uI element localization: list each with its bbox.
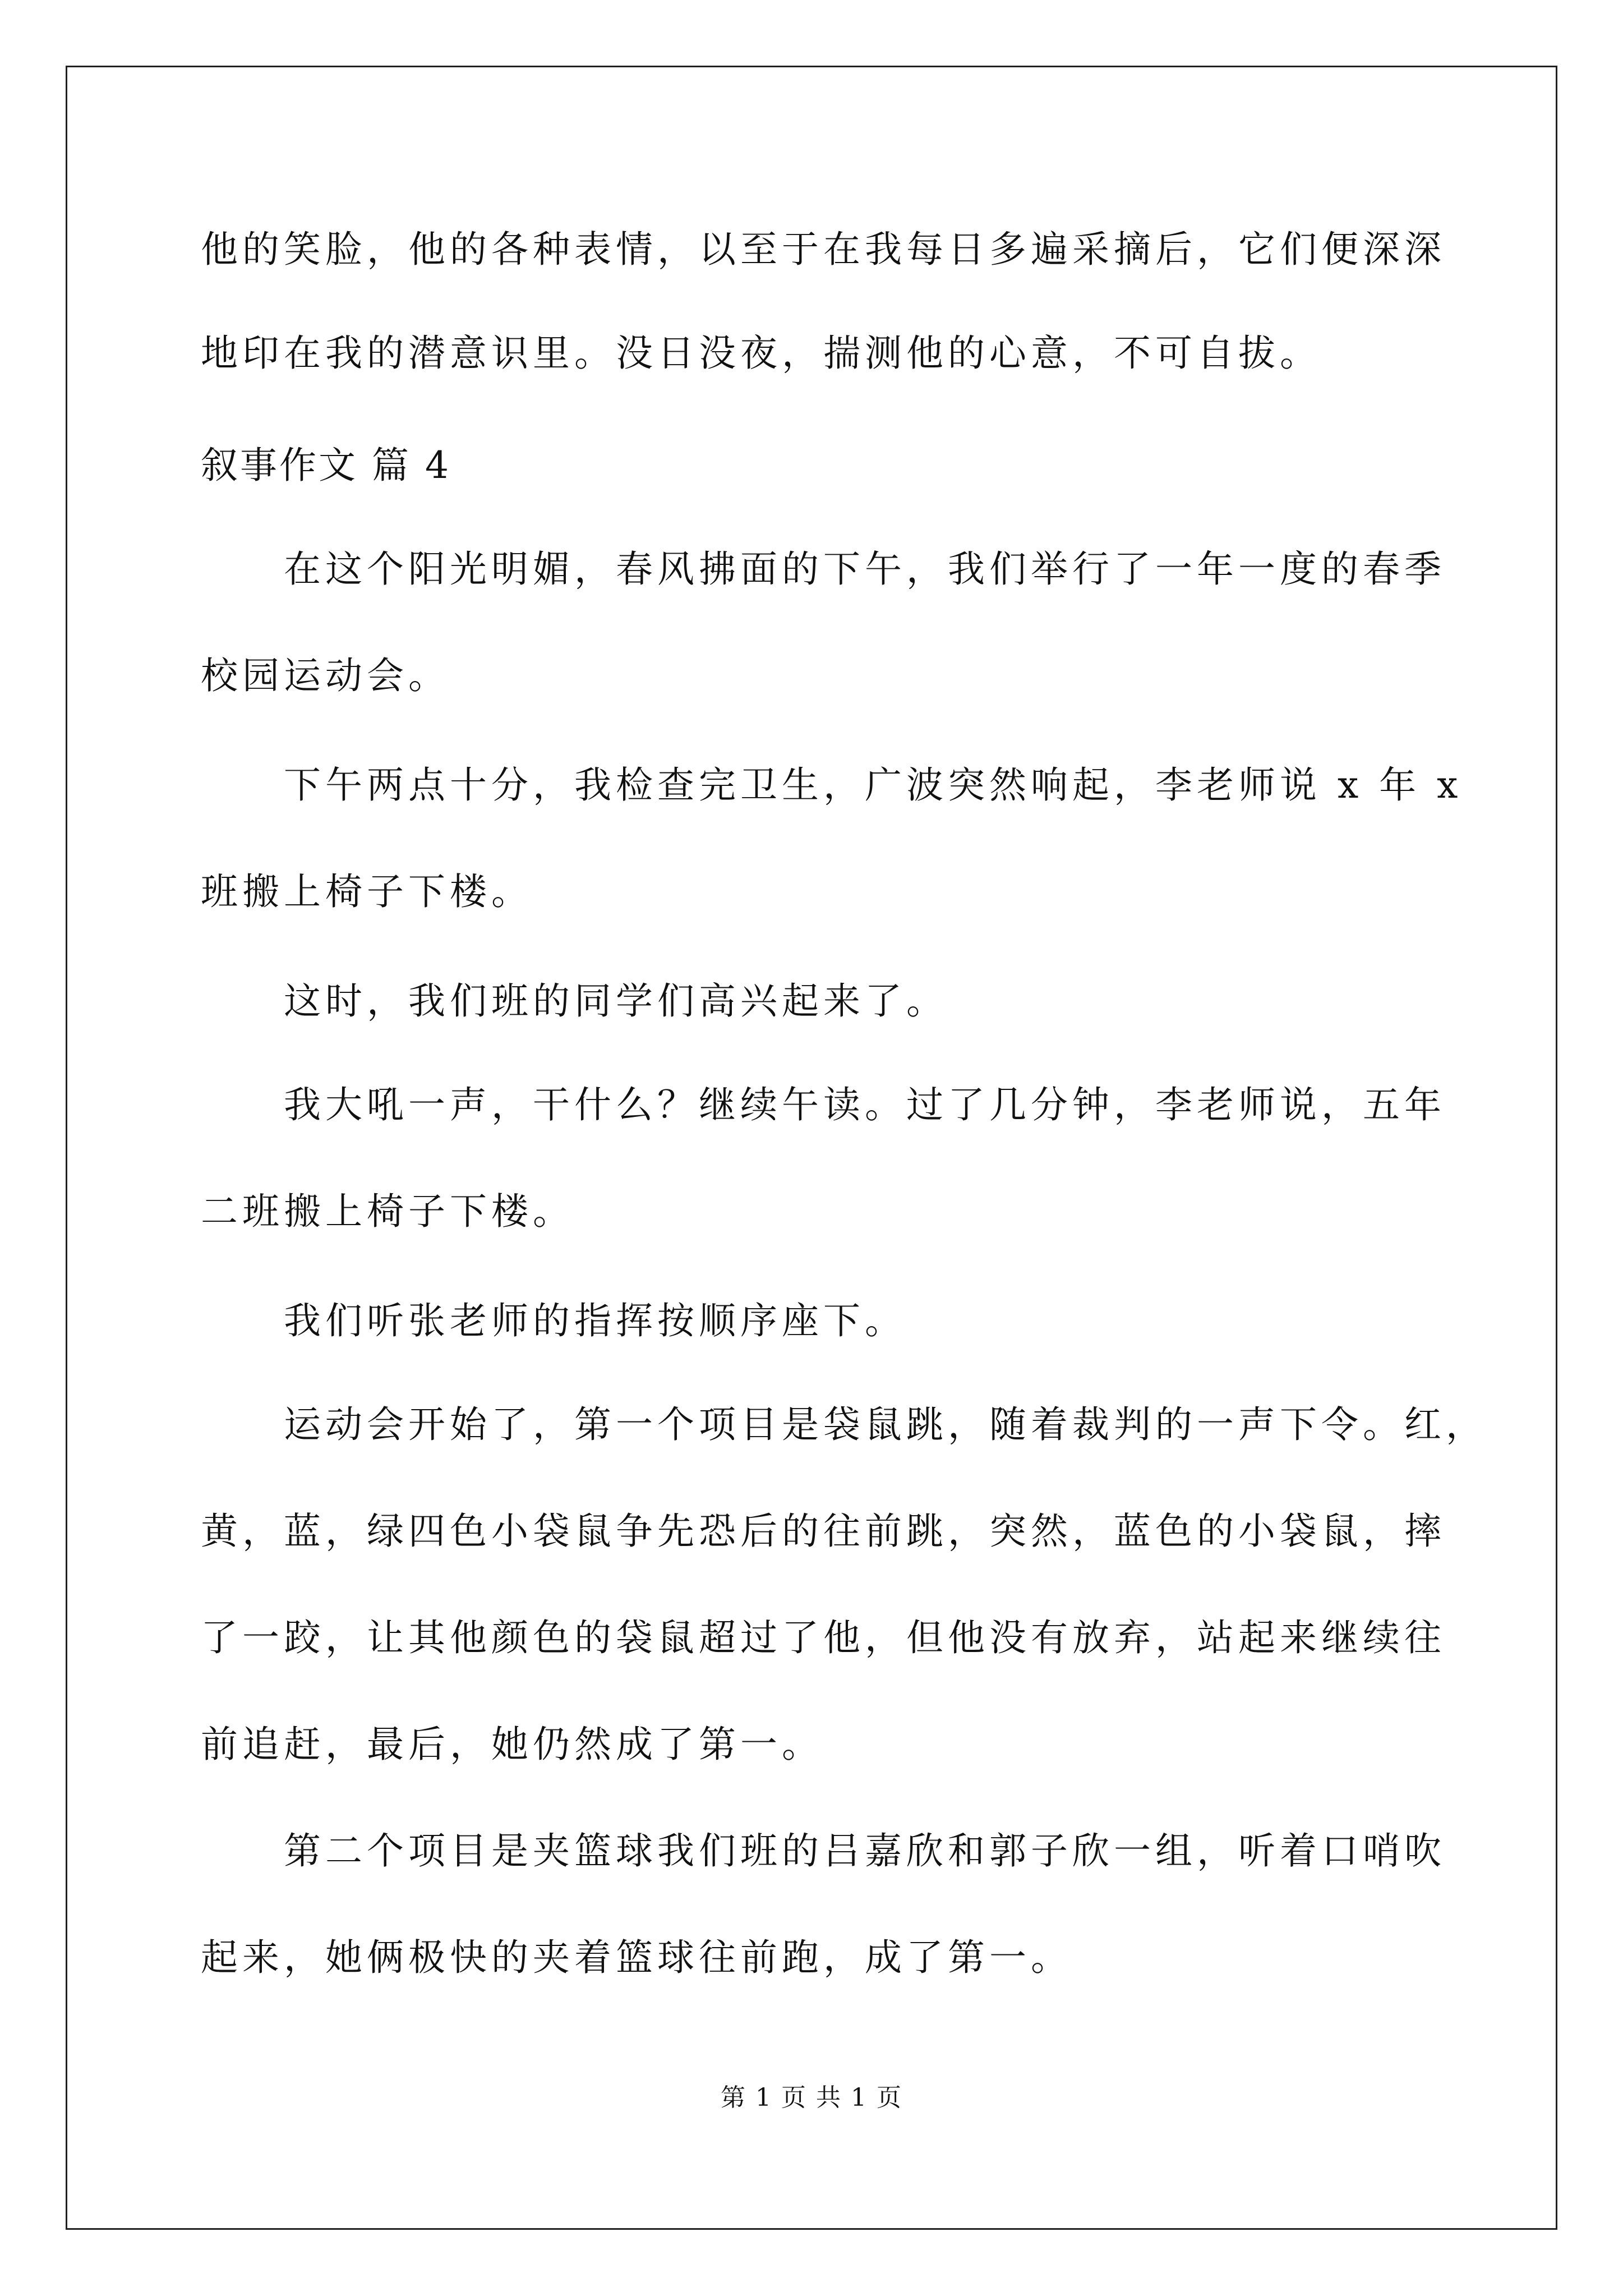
page-footer: 第 1 页 共 1 页 bbox=[721, 2083, 902, 2112]
text-line: 地印在我的潜意识里。没日没夜，揣测他的心意，不可自拔。 bbox=[201, 332, 1321, 375]
paragraph-line: 班搬上椅子下楼。 bbox=[201, 870, 533, 913]
paragraph-line: 二班搬上椅子下楼。 bbox=[201, 1190, 574, 1233]
paragraph-line: 第二个项目是夹篮球我们班的吕嘉欣和郭子欣一组，听着口哨吹 bbox=[284, 1829, 1446, 1872]
section-heading: 叙事作文 篇 4 bbox=[201, 444, 451, 487]
paragraph-line: 在这个阳光明媚，春风拂面的下午，我们举行了一年一度的春季 bbox=[284, 547, 1446, 591]
paragraph-line: 下午两点十分，我检查完卫生，广波突然响起，李老师说 x 年 x bbox=[284, 763, 1463, 807]
page-border bbox=[66, 66, 1557, 2230]
text-line: 他的笑脸，他的各种表情，以至于在我每日多遍采摘后，它们便深深 bbox=[201, 228, 1446, 271]
paragraph-line: 我大吼一声，干什么？继续午读。过了几分钟，李老师说，五年 bbox=[284, 1083, 1446, 1126]
paragraph-line: 了一跤，让其他颜色的袋鼠超过了他，但他没有放弃，站起来继续往 bbox=[201, 1616, 1446, 1659]
paragraph-line: 这时，我们班的同学们高兴起来了。 bbox=[284, 979, 948, 1023]
paragraph-line: 运动会开始了，第一个项目是袋鼠跳，随着裁判的一声下令。红， bbox=[284, 1403, 1487, 1446]
paragraph-line: 黄，蓝，绿四色小袋鼠争先恐后的往前跳，突然，蓝色的小袋鼠，摔 bbox=[201, 1510, 1446, 1553]
paragraph-line: 我们听张老师的指挥按顺序座下。 bbox=[284, 1299, 906, 1342]
paragraph-line: 前追赶，最后，她仍然成了第一。 bbox=[201, 1723, 823, 1766]
paragraph-line: 校园运动会。 bbox=[201, 654, 450, 697]
paragraph-line: 起来，她俩极快的夹着篮球往前跑，成了第一。 bbox=[201, 1936, 1072, 1979]
